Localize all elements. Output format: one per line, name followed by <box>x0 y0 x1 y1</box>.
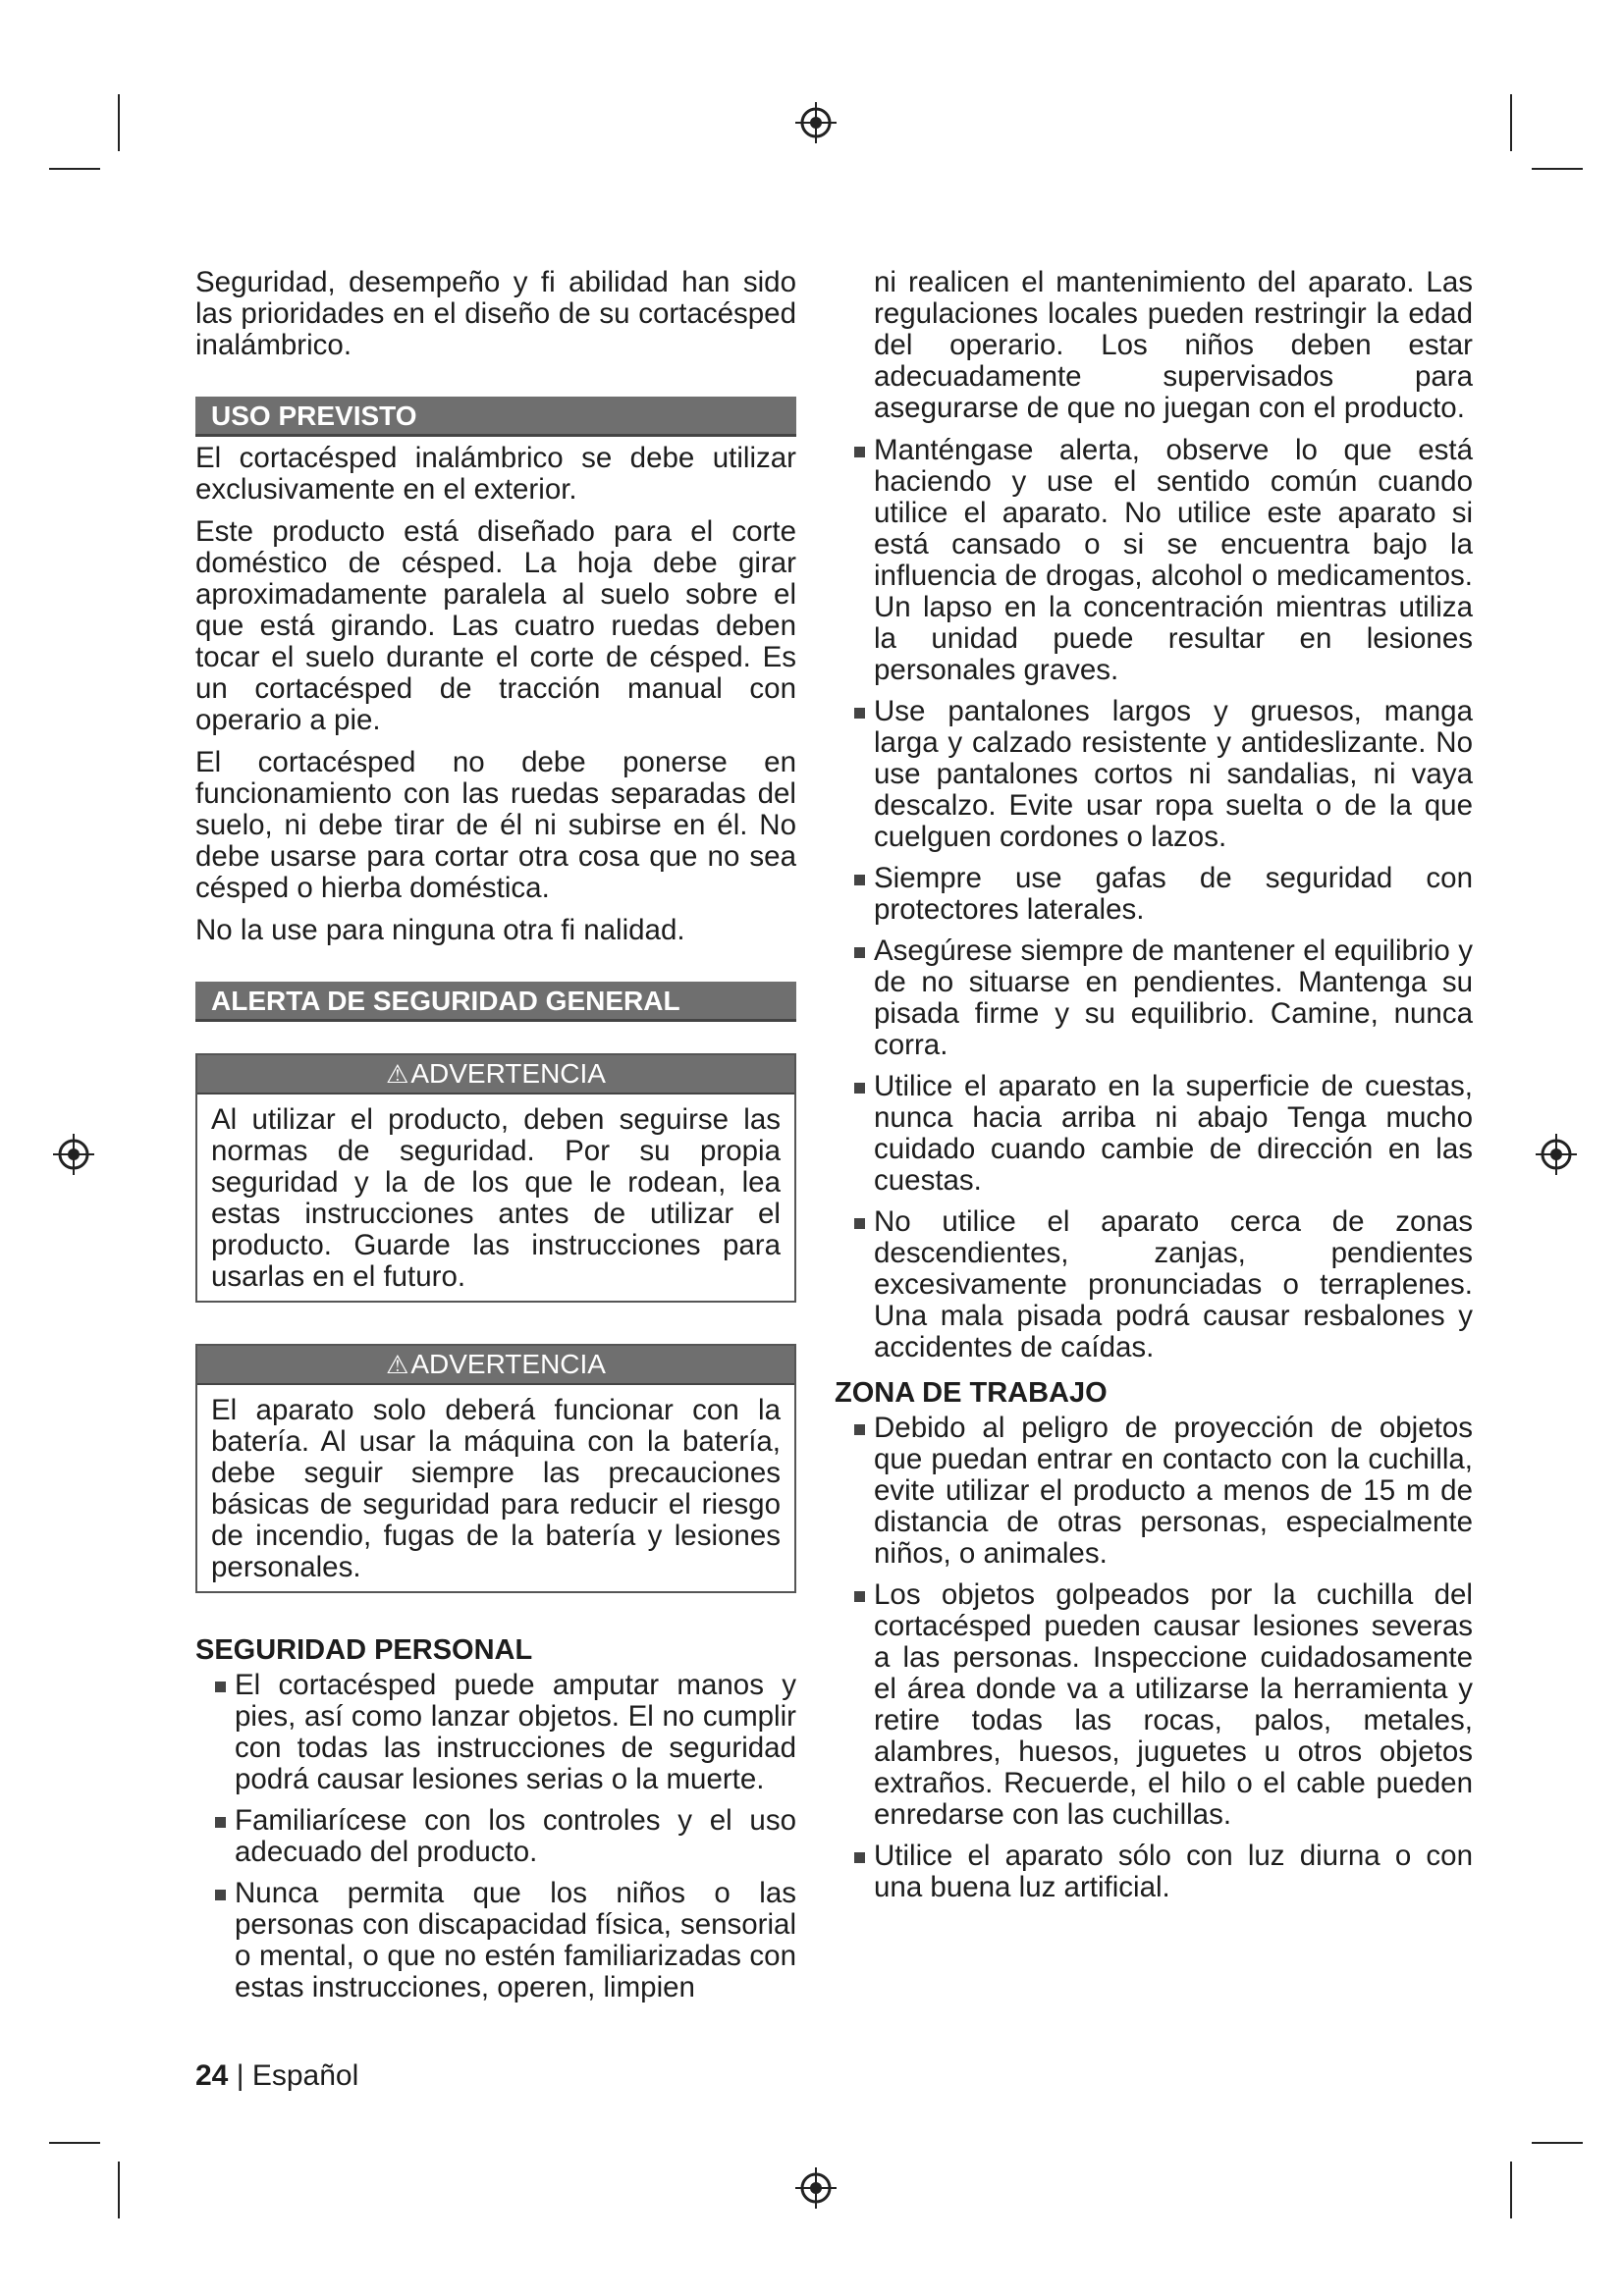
bullet-square-icon <box>854 447 865 457</box>
bullet-square-icon <box>854 1424 865 1435</box>
section-title-seguridad-personal: SEGURIDAD PERSONAL <box>195 1634 533 1666</box>
list-item: Utilice el aparato en la superficie de cuestas, nunca hacia arriba ni abajo Tenga mucho cuidado cuando cambie de dirección en las cuestas. <box>835 1071 1473 1197</box>
warning-box <box>195 1344 796 1593</box>
bullet-square-icon <box>854 708 865 719</box>
list-item: El cortacésped puede amputar manos y pies, así como lanzar objetos. El no cumplir con todas las instrucciones de seguridad podrá causar lesiones serias o la muerte. <box>195 1670 796 1795</box>
registration-mark-icon <box>793 2165 839 2211</box>
crop-mark <box>1510 2162 1512 2218</box>
right-column <box>835 267 1473 1913</box>
section-title-zona-de-trabajo: ZONA DE TRABAJO <box>835 1377 1108 1409</box>
crop-mark <box>118 2162 120 2218</box>
continuation-paragraph: ni realicen el mantenimiento del aparato. Las regulaciones locales pueden restringir la edad del operario. Los niños deben estar adecuadamente supervisados para asegurarse de que no juegan con el producto. <box>874 266 1473 424</box>
bullet-square-icon <box>854 1218 865 1229</box>
list-item: Familiarícese con los controles y el uso adecuado del producto. <box>195 1805 796 1868</box>
bullet-square-icon <box>215 1682 226 1692</box>
intro-paragraph: Seguridad, desempeño y fi abilidad han sido las prioridades en el diseño de su cortacésped inalámbrico. <box>195 266 796 361</box>
warning-text: El aparato solo deberá funcionar con la batería. Al usar la máquina con la batería, debe seguir siempre las precauciones básicas de seguridad para reducir el riesgo de incendio, fugas de la batería y lesiones personales. <box>211 1394 781 1583</box>
page-number: 24 <box>195 2059 229 2092</box>
bullet-square-icon <box>854 947 865 958</box>
warning-triangle-icon: ⚠ <box>386 1059 409 1089</box>
bullet-square-icon <box>215 1817 226 1828</box>
footer-language: Español <box>251 2059 359 2092</box>
paragraph: El cortacésped no debe ponerse en funcionamiento con las ruedas separadas del suelo, ni debe tirar de él ni subirse en él. No debe usarse para cortar otra cosa que no sea césped o hierba doméstica. <box>195 746 796 904</box>
bullet-square-icon <box>215 1890 226 1900</box>
list-item: Debido al peligro de proyección de objetos que puedan entrar en contacto con la cuchilla, evite utilizar el producto a menos de 15 m de distancia de otras personas, especialmente niños, o animales. <box>835 1413 1473 1570</box>
warning-label: ADVERTENCIA <box>410 1349 606 1379</box>
list-item: Nunca permita que los niños o las personas con discapacidad física, sensorial o mental, o que no estén familiarizadas con estas instrucciones, operen, limpien <box>195 1878 796 2003</box>
registration-mark-icon <box>1534 1132 1579 1177</box>
crop-mark <box>49 2142 100 2144</box>
list-item: Los objetos golpeados por la cuchilla del cortacésped pueden causar lesiones severas a las personas. Inspeccione cuidadosamente el área donde va a utilizarse la herramienta y retire todas las rocas, palos, metales, alambres, huesos, juguetes u otros objetos extraños. Recuerde, el hilo o el cable pueden enredarse con las cuchillas. <box>835 1579 1473 1831</box>
crop-mark <box>118 94 120 151</box>
paragraph: No la use para ninguna otra fi nalidad. <box>195 914 685 946</box>
paragraph: Este producto está diseñado para el corte doméstico de césped. La hoja debe girar aproximadamente paralela al suelo sobre el que está girando. Las cuatro ruedas deben tocar el suelo durante el corte de césped. Es un cortacésped de tracción manual con operario a pie. <box>195 515 796 736</box>
list-item: Manténgase alerta, observe lo que está haciendo y use el sentido común cuando utilice el aparato. No utilice este aparato si está cansado o si se encuentra bajo la influencia de drogas, alcohol o medicamentos. Un lapso en la concentración mientras utiliza la unidad puede resultar en lesiones personales graves. <box>835 435 1473 686</box>
crop-mark <box>49 168 100 170</box>
list-item: Use pantalones largos y gruesos, manga larga y calzado resistente y antideslizante. No use pantalones cortos ni sandalias, ni vaya descalzo. Evite usar ropa suelta o de la que cuelguen cordones o lazos. <box>835 696 1473 853</box>
warning-header <box>197 1346 794 1385</box>
warning-header <box>197 1055 794 1095</box>
section-title-uso-previsto: USO PREVISTO <box>195 397 796 437</box>
paragraph: El cortacésped inalámbrico se debe utilizar exclusivamente en el exterior. <box>195 442 796 506</box>
bullet-square-icon <box>854 1852 865 1863</box>
registration-mark-icon <box>793 100 839 145</box>
bullet-square-icon <box>854 1591 865 1602</box>
bullet-square-icon <box>854 875 865 885</box>
crop-mark <box>1510 94 1512 151</box>
warning-box <box>195 1053 796 1303</box>
footer-separator: | <box>236 2059 244 2092</box>
crop-mark <box>1532 168 1583 170</box>
warning-text: Al utilizar el producto, deben seguirse las normas de seguridad. Por su propia seguridad y la de los que le rodean, lea estas instrucciones antes de utilizar el producto. Guarde las instrucciones para usarlas en el futuro. <box>211 1103 781 1293</box>
section-title-alerta: ALERTA DE SEGURIDAD GENERAL <box>195 982 796 1022</box>
crop-mark <box>1532 2142 1583 2144</box>
warning-label: ADVERTENCIA <box>410 1058 606 1089</box>
list-item: Asegúrese siempre de mantener el equilibrio y de no situarse en pendientes. Mantenga su pisada firme y su equilibrio. Camine, nunca corra. <box>835 935 1473 1061</box>
list-item: No utilice el aparato cerca de zonas descendientes, zanjas, pendientes excesivamente pronunciadas o terraplenes. Una mala pisada podrá causar resbalones y accidentes de caídas. <box>835 1206 1473 1363</box>
list-item: Utilice el aparato sólo con luz diurna o con una buena luz artificial. <box>835 1841 1473 1903</box>
list-item: Siempre use gafas de seguridad con protectores laterales. <box>835 863 1473 926</box>
bullet-square-icon <box>854 1083 865 1094</box>
page-footer <box>195 2059 358 2093</box>
registration-mark-icon <box>51 1132 96 1177</box>
left-column <box>195 267 796 2013</box>
warning-triangle-icon: ⚠ <box>386 1350 409 1379</box>
